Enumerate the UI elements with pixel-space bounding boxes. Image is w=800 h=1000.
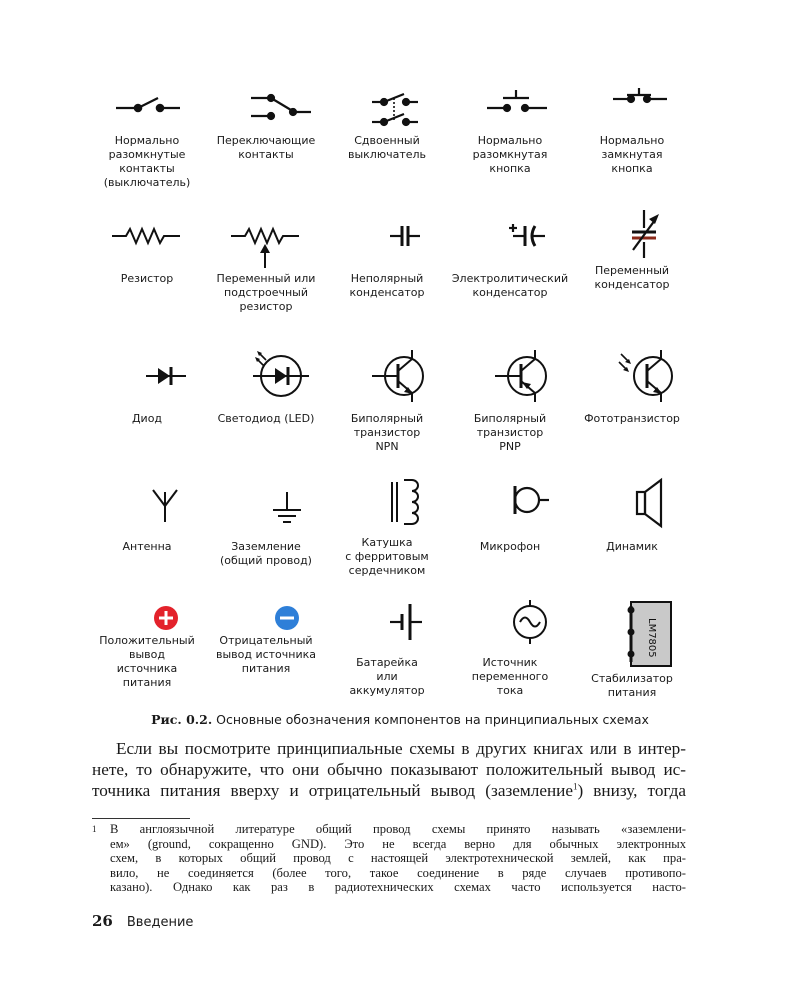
label-positive-terminal: Положительный вывод источника питания <box>99 634 195 689</box>
label-phototransistor: Фототранзистор <box>584 412 680 425</box>
label-double-switch: Сдвоенный выключатель <box>347 134 427 161</box>
symbol-negative-terminal <box>201 604 331 676</box>
footnote-line-2: ем» (ground, сокращенно GND). Это не всегда верно для обычных электронных <box>110 836 686 851</box>
label-diode: Диод <box>131 412 163 425</box>
symbol-diode <box>82 350 212 426</box>
potentiometer-icon <box>221 220 311 272</box>
label-normally-open-contacts: Нормально разомкнутые контакты (выключатель) <box>103 134 191 189</box>
pnp-transistor-icon <box>465 350 555 412</box>
label-antenna: Антенна <box>122 540 172 553</box>
label-ferrite-coil: Катушка с ферритовым сердечником <box>345 536 429 577</box>
resistor-icon <box>102 220 192 272</box>
symbol-positive-terminal <box>82 604 212 690</box>
symbol-double-switch <box>322 88 452 162</box>
footnote-line-5: казано). Однако как раз в радиотехнических схемах часто используется насто- <box>110 880 686 894</box>
label-normally-open-button: Нормально разомкнутая кнопка <box>472 134 548 175</box>
switch-open-icon <box>102 88 192 134</box>
symbol-normally-open-contacts <box>82 88 212 190</box>
ground-icon <box>221 482 311 540</box>
label-resistor: Резистор <box>120 272 174 285</box>
diode-icon <box>102 350 192 412</box>
speaker-icon <box>587 478 677 540</box>
electrolytic-capacitor-icon <box>465 220 555 272</box>
label-electrolytic-capacitor: Электролитический конденсатор <box>451 272 569 299</box>
symbol-changeover-contacts <box>201 88 331 162</box>
symbol-antenna <box>82 482 212 554</box>
symbol-variable-capacitor <box>567 204 697 292</box>
footnote-ref: 1 <box>572 781 578 792</box>
page-number: 26 <box>92 912 113 930</box>
variable-capacitor-icon <box>587 204 677 264</box>
label-normally-closed-button: Нормально замкнутая кнопка <box>599 134 665 175</box>
body-line-3 <box>92 780 686 801</box>
label-changeover-contacts: Переключающие контакты <box>216 134 316 161</box>
footnote-number: 1 <box>92 824 97 834</box>
figure-caption <box>0 712 800 727</box>
symbol-ac-source <box>445 600 575 698</box>
symbol-electrolytic-capacitor <box>445 220 575 300</box>
footnote-rule <box>92 818 190 819</box>
label-variable-resistor: Переменный или подстроечный резистор <box>216 272 316 313</box>
battery-icon <box>342 602 432 656</box>
figure-caption-text: Основные обозначения компонентов на принципиальных схемах <box>216 712 649 727</box>
label-npn-transistor: Биполярный транзистор NPN <box>350 412 424 453</box>
voltage-regulator-icon <box>587 598 677 672</box>
figure-number: Рис. 0.2. <box>151 712 213 727</box>
footnote-line-3: схем, в которых общий провод с настоящей электротехнической землей, как пра- <box>110 851 686 865</box>
symbol-normally-closed-button <box>567 88 697 176</box>
label-variable-capacitor: Переменный конденсатор <box>594 264 670 291</box>
label-ground: Заземление (общий провод) <box>220 540 312 567</box>
symbol-resistor <box>82 220 212 286</box>
capacitor-icon <box>342 220 432 272</box>
symbol-microphone <box>445 482 575 554</box>
body-line-3b: ) внизу, тогда <box>577 781 686 800</box>
symbol-ground <box>201 482 331 568</box>
regulator-chip-text: LM7805 <box>646 618 657 658</box>
label-negative-terminal: Отрицательный вывод источника питания <box>215 634 317 675</box>
antenna-icon <box>102 482 192 540</box>
symbol-battery <box>322 602 452 698</box>
label-battery: Батарейка или аккумулятор <box>349 656 425 697</box>
symbol-led <box>201 350 331 426</box>
page-footer <box>92 912 193 930</box>
symbol-variable-resistor <box>201 220 331 314</box>
symbol-normally-open-button <box>445 88 575 176</box>
minus-circle-icon <box>221 604 311 634</box>
label-led: Светодиод (LED) <box>217 412 315 425</box>
symbol-phototransistor <box>567 350 697 426</box>
symbol-nonpolar-capacitor <box>322 220 452 300</box>
label-ac-source: Источник переменного тока <box>471 656 549 697</box>
body-paragraph <box>92 738 686 801</box>
symbol-npn-transistor <box>322 350 452 454</box>
plus-circle-icon <box>102 604 192 634</box>
footnote <box>92 822 686 895</box>
footnote-line-4: вило, не соединяется (более того, такое соединение в ряде случаев противопо- <box>110 865 686 880</box>
push-button-open-icon <box>465 88 555 134</box>
ferrite-coil-icon <box>342 478 432 536</box>
section-name: Введение <box>126 915 194 930</box>
npn-transistor-icon <box>342 350 432 412</box>
label-microphone: Микрофон <box>479 540 541 553</box>
symbol-pnp-transistor <box>445 350 575 454</box>
changeover-switch-icon <box>221 88 311 134</box>
footnote-line-1: В англоязычной литературе общий провод схемы принято называть «заземлени- <box>110 822 686 836</box>
label-voltage-regulator: Стабилизатор питания <box>591 672 673 699</box>
label-speaker: Динамик <box>606 540 658 553</box>
symbol-speaker <box>567 478 697 554</box>
push-button-closed-icon <box>587 88 677 134</box>
symbol-voltage-regulator <box>567 598 697 700</box>
body-line-1: Если вы посмотрите принципиальные схемы в других книгах или в интер- <box>116 739 686 758</box>
double-switch-icon <box>342 88 432 134</box>
body-line-2: нете, то обнаружите, что они обычно показывают положительный вывод ис- <box>92 760 686 779</box>
microphone-icon <box>465 482 555 540</box>
label-nonpolar-capacitor: Неполярный конденсатор <box>349 272 425 299</box>
led-icon <box>221 350 311 412</box>
label-pnp-transistor: Биполярный транзистор PNP <box>473 412 547 453</box>
phototransistor-icon <box>587 350 677 412</box>
ac-source-icon <box>465 600 555 656</box>
body-line-3a: точника питания вверху и отрицательный вывод (заземление <box>92 781 573 800</box>
symbol-ferrite-coil <box>322 478 452 578</box>
